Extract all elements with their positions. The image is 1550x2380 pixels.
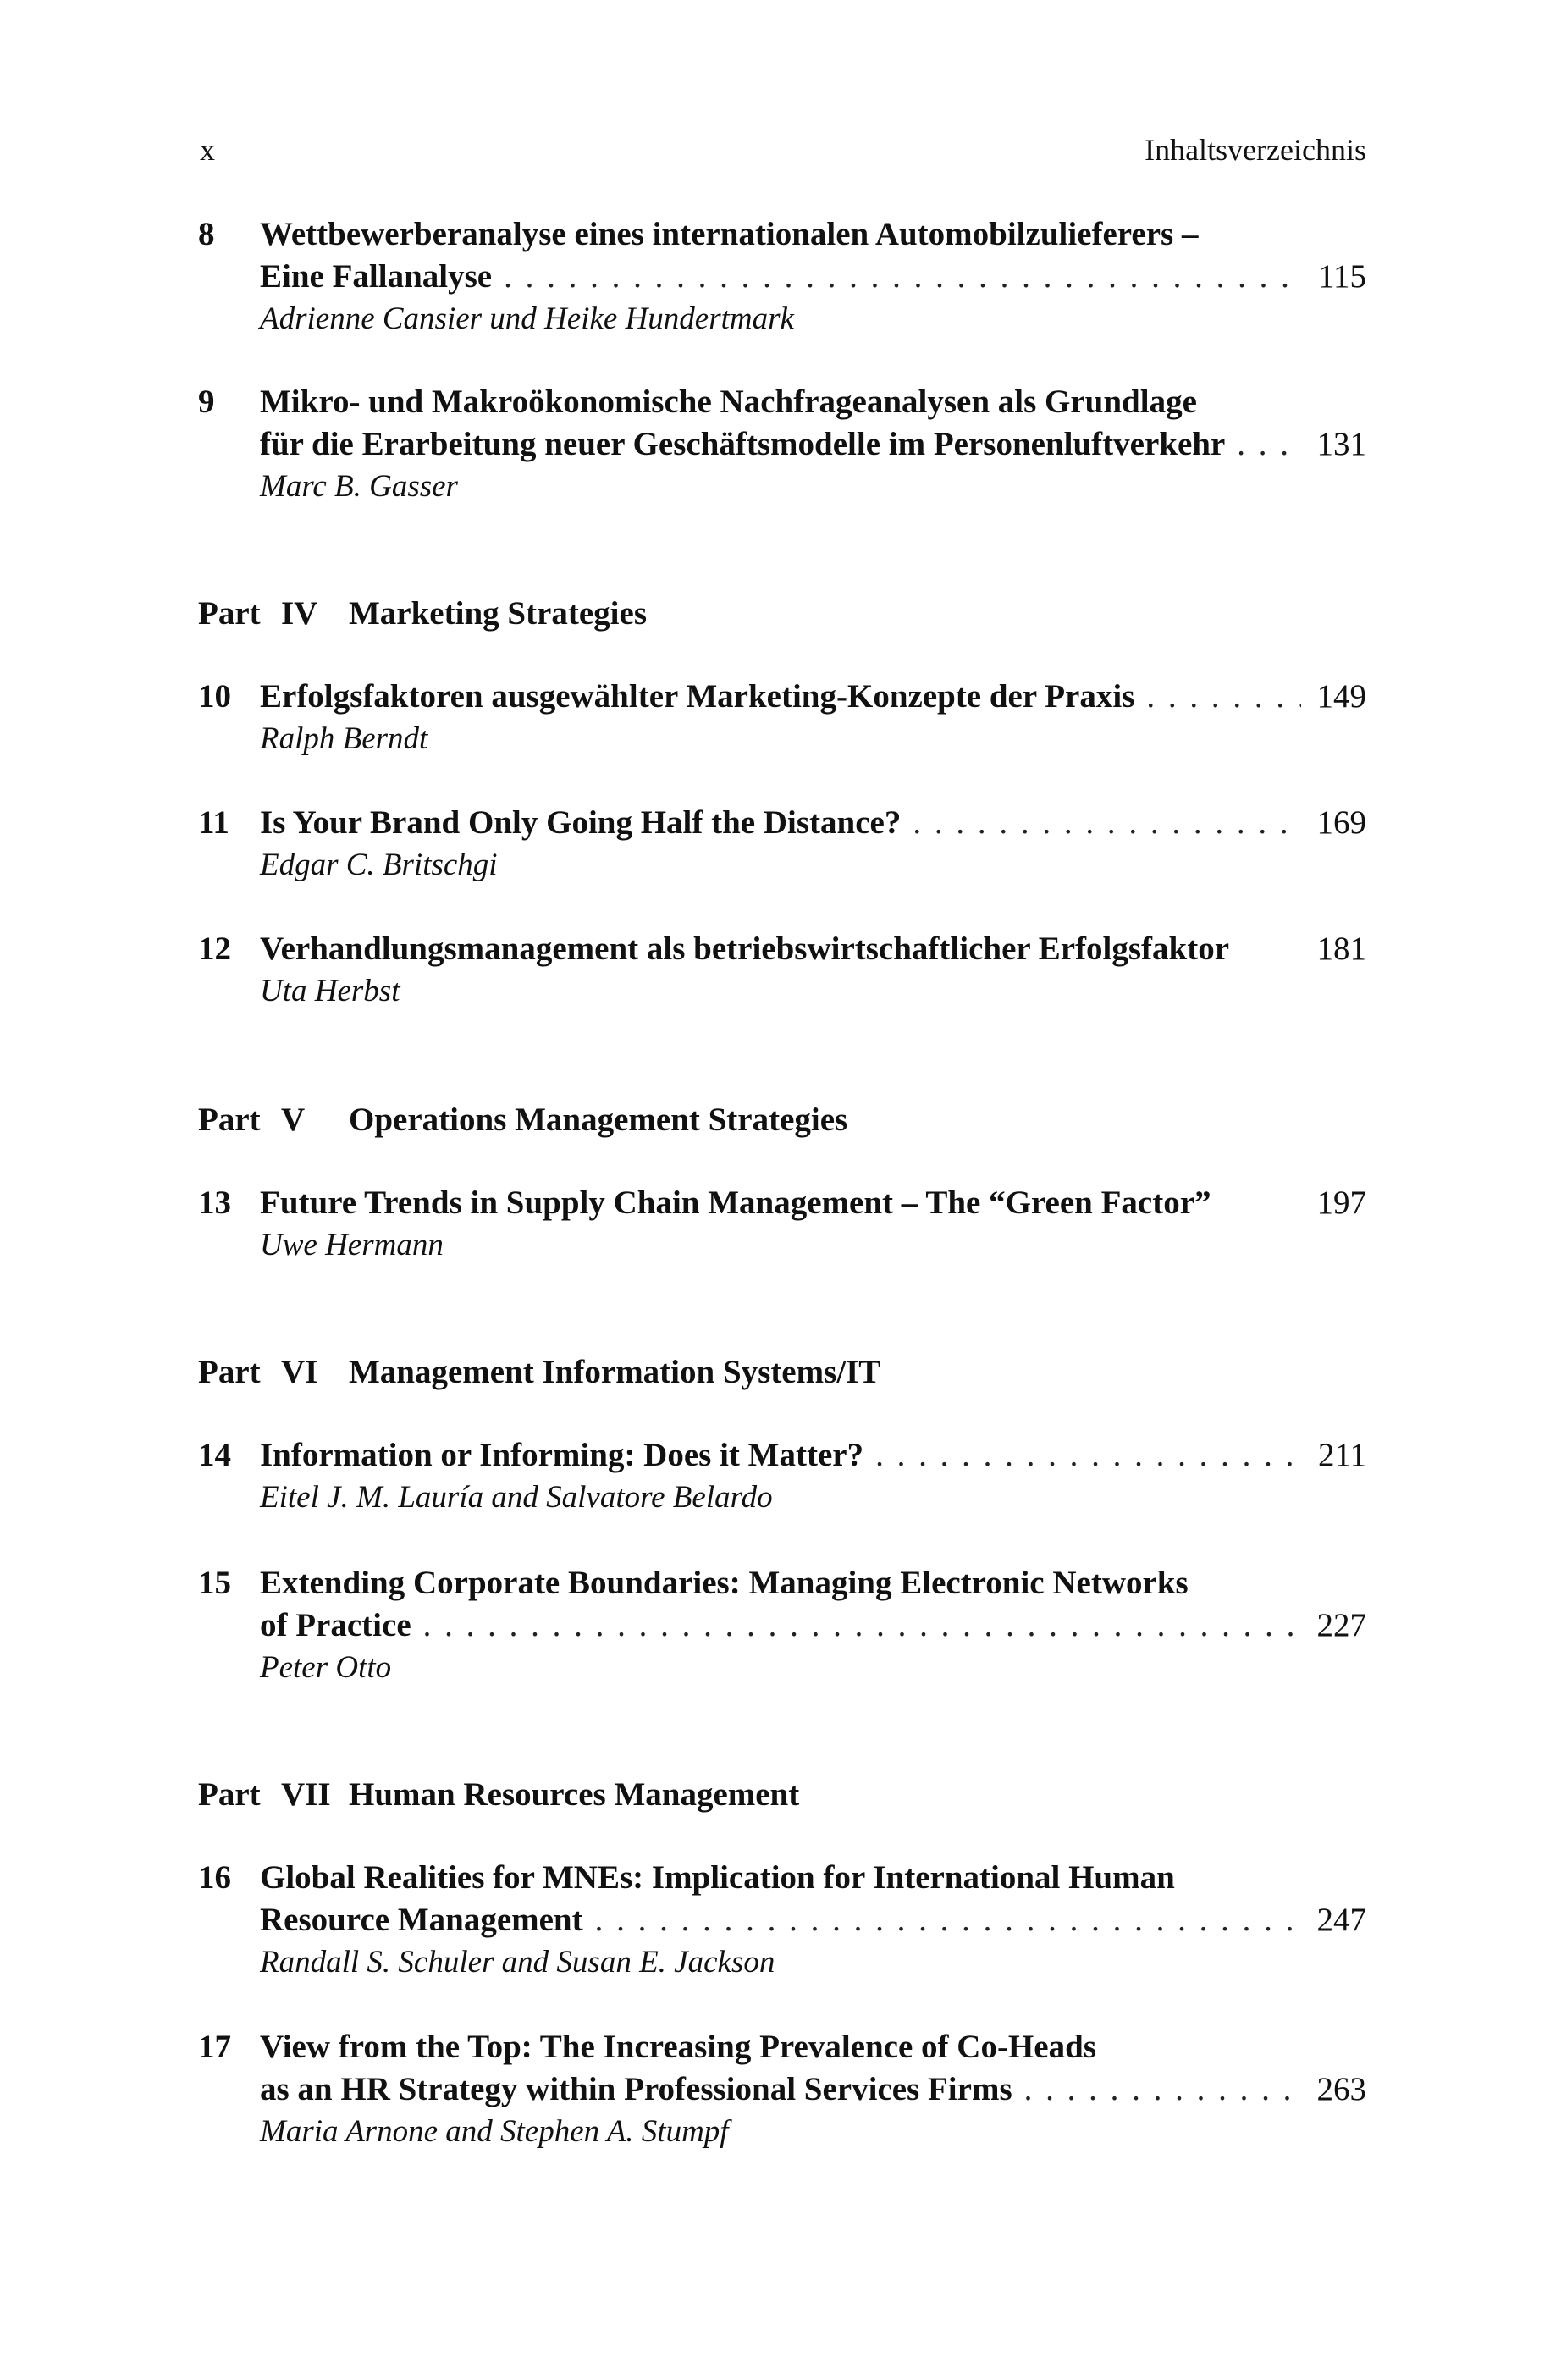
- leader-dots: [1012, 2068, 1301, 2111]
- chapter-page-number: 247: [1316, 1902, 1366, 1938]
- part-label: Part: [198, 1354, 261, 1390]
- chapter-title-text: as an HR Strategy within Professional Services Firms: [260, 2071, 1012, 2107]
- chapter-number: 15: [198, 1565, 231, 1601]
- chapter-number: 11: [198, 804, 229, 841]
- part-label: Part: [198, 595, 261, 632]
- chapter-page-number: 115: [1317, 258, 1366, 295]
- part-label: Part: [198, 1776, 261, 1813]
- chapter-title-line: Future Trends in Supply Chain Management – The “Green Factor”: [260, 1184, 1211, 1221]
- chapter-authors: Uta Herbst: [260, 974, 400, 1008]
- chapter-number: 14: [198, 1437, 231, 1473]
- chapter-title-line: Wettbewerberanalyse eines internationalen Automobilzulieferers –: [260, 216, 1199, 252]
- part-heading-iv: [198, 593, 1366, 635]
- chapter-page-number: 131: [1316, 426, 1366, 462]
- part-heading-vii: [198, 1774, 1366, 1816]
- chapter-authors: Adrienne Cansier und Heike Hundertmark: [260, 301, 794, 336]
- chapter-page-number: 181: [1316, 930, 1366, 967]
- chapter-title-text: Information or Informing: Does it Matter?: [260, 1437, 864, 1473]
- part-label: Part: [198, 1102, 261, 1138]
- chapter-authors: Uwe Hermann: [260, 1228, 444, 1262]
- chapter-number: 16: [198, 1859, 231, 1896]
- chapter-number: 17: [198, 2029, 231, 2065]
- part-numeral: IV: [281, 595, 318, 632]
- chapter-page-number: 149: [1316, 678, 1366, 715]
- chapter-authors: Ralph Berndt: [260, 721, 428, 756]
- part-heading-vi: [198, 1351, 1366, 1394]
- chapter-authors: Marc B. Gasser: [260, 469, 458, 504]
- chapter-title-line: Global Realities for MNEs: Implication for International Human: [260, 1859, 1175, 1896]
- chapter-number: 13: [198, 1184, 231, 1221]
- chapter-page-number: 197: [1316, 1184, 1366, 1221]
- running-title: Inhaltsverzeichnis: [1145, 133, 1366, 167]
- leader-dots: [901, 802, 1301, 844]
- chapter-title-line: View from the Top: The Increasing Prevalence of Co-Heads: [260, 2029, 1096, 2065]
- chapter-title-line: [260, 256, 1301, 298]
- chapter-title-text: of Practice: [260, 1607, 411, 1643]
- chapter-title-line: [260, 1604, 1301, 1647]
- chapter-title-line: [260, 676, 1301, 718]
- chapter-page-number: 263: [1316, 2071, 1366, 2107]
- part-title: Human Resources Management: [349, 1776, 800, 1813]
- chapter-title-line: [260, 423, 1301, 466]
- part-numeral: VII: [281, 1776, 331, 1813]
- chapter-authors: Edgar C. Britschgi: [260, 848, 498, 882]
- chapter-number: 8: [198, 216, 215, 252]
- chapter-authors: Eitel J. M. Lauría and Salvatore Belardo: [260, 1480, 773, 1515]
- chapter-title-line: Verhandlungsmanagement als betriebswirtschaftlicher Erfolgsfaktor: [260, 930, 1230, 967]
- chapter-number: 10: [198, 678, 231, 715]
- part-title: Operations Management Strategies: [349, 1102, 848, 1138]
- part-numeral: VI: [281, 1354, 318, 1390]
- leader-dots: [1225, 423, 1301, 466]
- chapter-title-text: Is Your Brand Only Going Half the Distance?: [260, 804, 902, 841]
- chapter-page-number: 227: [1316, 1607, 1366, 1643]
- chapter-title-line: [260, 2068, 1301, 2111]
- chapter-title-line: [260, 1899, 1301, 1941]
- chapter-title-line: Mikro- und Makroökonomische Nachfrageanalysen als Grundlage: [260, 384, 1197, 420]
- leader-dots: [583, 1899, 1301, 1941]
- part-title: Marketing Strategies: [349, 595, 647, 632]
- chapter-authors: Peter Otto: [260, 1650, 392, 1685]
- chapter-authors: Maria Arnone and Stephen A. Stumpf: [260, 2114, 729, 2149]
- part-title: Management Information Systems/IT: [349, 1354, 881, 1390]
- chapter-number: 12: [198, 930, 231, 967]
- chapter-title-text: Eine Fallanalyse: [260, 258, 493, 295]
- chapter-page-number: 211: [1317, 1437, 1366, 1473]
- leader-dots: [1134, 676, 1301, 718]
- chapter-number: 9: [198, 384, 215, 420]
- chapter-page-number: 169: [1316, 804, 1366, 841]
- leader-dots: [863, 1434, 1301, 1477]
- part-numeral: V: [281, 1102, 306, 1138]
- chapter-authors: Randall S. Schuler and Susan E. Jackson: [260, 1945, 775, 1980]
- leader-dots: [411, 1604, 1301, 1647]
- chapter-title-text: Erfolgsfaktoren ausgewählter Marketing-Konzepte der Praxis: [260, 678, 1135, 715]
- chapter-title-line: [260, 802, 1301, 844]
- page-number: x: [200, 133, 215, 167]
- chapter-title-line: Extending Corporate Boundaries: Managing Electronic Networks: [260, 1565, 1189, 1601]
- chapter-title-text: für die Erarbeitung neuer Geschäftsmodelle im Personenluftverkehr: [260, 426, 1226, 462]
- chapter-title-line: [260, 1434, 1301, 1477]
- leader-dots: [492, 256, 1301, 298]
- chapter-title-text: Resource Management: [260, 1902, 583, 1938]
- part-heading-v: [198, 1099, 1366, 1141]
